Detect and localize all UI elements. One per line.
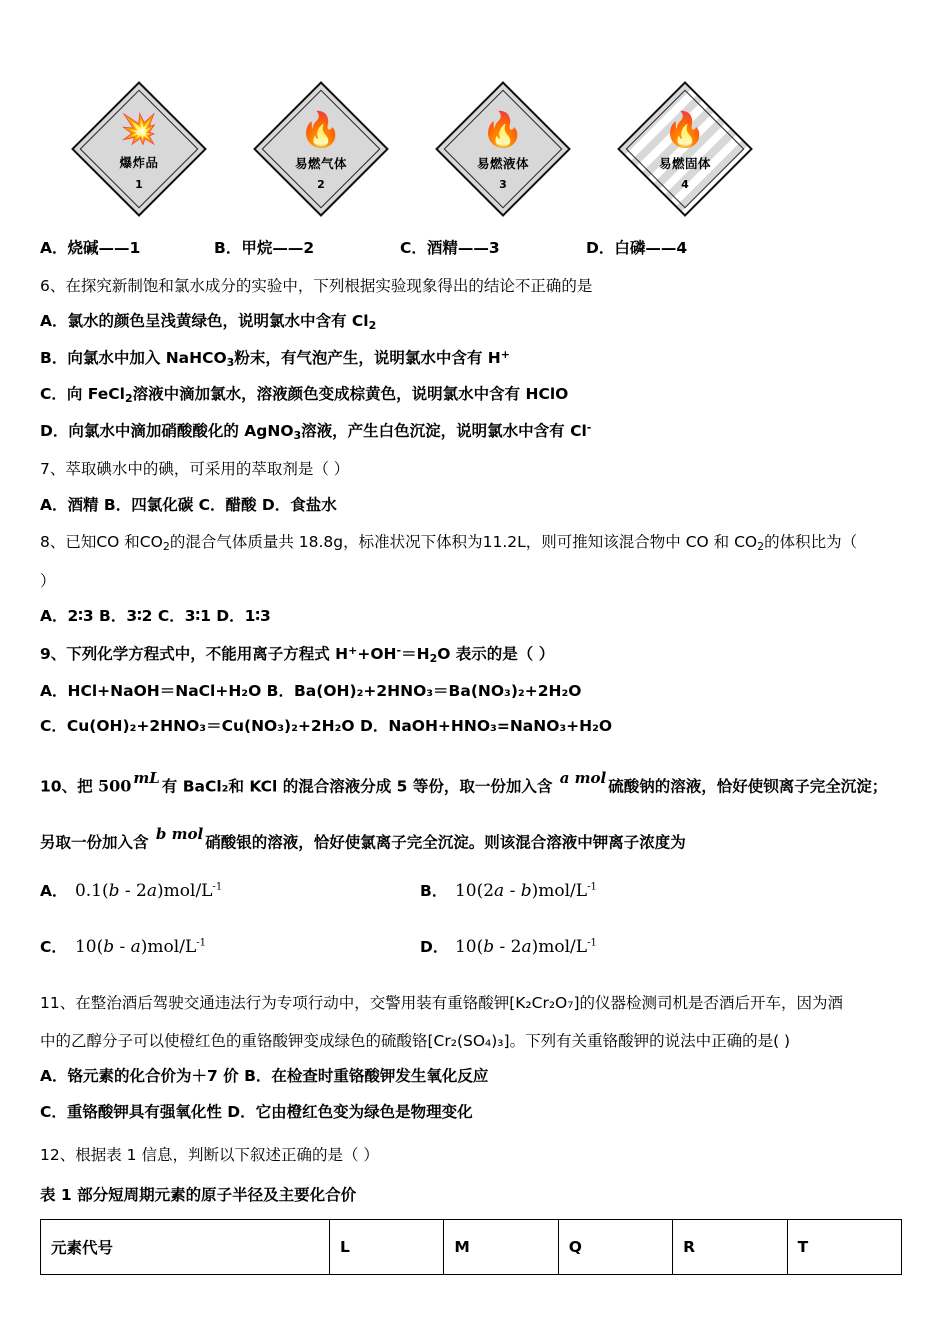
hazard-symbol-1: [78, 88, 198, 208]
q10-text-1: 10、把: [40, 777, 98, 796]
hazard-label: 爆炸品: [119, 154, 159, 170]
option-d: D．白磷——4: [586, 239, 688, 257]
question-12-stem: 12、根据表 1 信息，判断以下叙述正确的是（ ）: [40, 1145, 379, 1164]
question-9-options-line2: C．Cu(OH)₂+2HNO₃＝Cu(NO₃)₂+2H₂O D．NaOH+HNO₃=NaNO₃+H₂O: [40, 717, 613, 736]
subscript: 3: [293, 428, 302, 442]
subscript: 2: [124, 392, 133, 406]
formula-sup: -1: [212, 881, 223, 893]
explosion-icon: 💥: [120, 112, 158, 147]
question-6-stem: 6、在探究新制饱和氯水成分的实验中，下列根据实验现象得出的结论不正确的是: [40, 276, 593, 295]
flame-icon: 🔥: [299, 110, 343, 150]
hazard-number: 1: [135, 178, 143, 191]
table-row: [41, 1220, 902, 1275]
hazard-label: 易燃气体: [294, 155, 347, 171]
table-header-cell: 元素代号: [41, 1220, 330, 1275]
q10-text-3: 硫酸钠的溶液，恰好使钡离子完全沉淀；: [608, 777, 888, 796]
subscript: 2: [429, 652, 438, 666]
flame-icon: 🔥: [663, 110, 707, 150]
subscript: 2: [757, 540, 765, 554]
question-5-options: [40, 234, 902, 263]
q9-text-3: ＝H: [401, 645, 430, 664]
question-7-options: A．酒精 B．四氯化碳 C．醋酸 D．食盐水: [40, 495, 337, 514]
question-9-options-line1: A．HCl+NaOH＝NaCl+H₂O B．Ba(OH)₂+2HNO₃＝Ba(NO₃)₂+2H₂O: [40, 681, 582, 700]
question-6-option-a: [40, 307, 902, 336]
question-10-stem-line2: [40, 816, 902, 861]
question-11-options-line2: C．重铬酸钾具有强氧化性 D．它由橙红色变为绿色是物理变化: [40, 1103, 473, 1121]
formula-var1: b: [483, 936, 495, 957]
q8-text-1: 8、已知CO 和CO: [40, 533, 163, 552]
question-11-line1: 11、在整治酒后驾驶交通违法行为专项行动中，交警用装有重铬酸钾[K₂Cr₂O₇]的仪器检测司机是否酒后开车，因为酒: [40, 993, 844, 1012]
option-d-text: D．向氯水中滴加硝酸酸化的 AgNO: [40, 421, 294, 440]
q10-text-4: 另取一份加入含: [40, 832, 154, 851]
superscript: +: [500, 347, 510, 361]
q10-text-5: 硝酸银的溶液，恰好使氯离子完全沉淀。则该混合溶液中钾离子浓度为: [205, 832, 686, 851]
table-header-cell: T: [787, 1220, 901, 1275]
answer-label: C．: [40, 937, 67, 956]
question-6-option-d: [40, 417, 902, 446]
q10-unit: mL: [133, 768, 160, 787]
formula-pre: 0.1(: [74, 880, 109, 901]
option-b-text-2: 粉末，有气泡产生，说明氯水中含有 H: [234, 348, 501, 367]
formula-pre: 10(2: [454, 880, 495, 901]
answer-a: [40, 879, 420, 901]
answer-label: B．: [420, 881, 448, 900]
question-10-stem-line1: [40, 757, 902, 810]
question-10-answers: [40, 879, 902, 957]
formula-var2: a: [521, 936, 532, 957]
table-header-cell: L: [330, 1220, 444, 1275]
q10-var-b: b mol: [155, 824, 204, 843]
option-c: C．酒精——3: [400, 239, 500, 257]
subscript: 2: [368, 319, 377, 333]
subscript: 2: [162, 540, 170, 554]
formula-op: - 2: [119, 880, 147, 901]
answer-label: A．: [40, 881, 68, 900]
flame-icon: 🔥: [481, 110, 525, 150]
q9-text-1: 9、下列化学方程式中，不能用离子方程式 H: [40, 645, 349, 664]
formula-sup: -1: [196, 937, 206, 949]
hazard-symbol-2: [260, 88, 380, 208]
question-6-option-b: [40, 344, 902, 373]
answer-label: D．: [420, 937, 449, 956]
formula-post: )mol/L: [531, 936, 588, 957]
question-11-options-line1: A．铬元素的化合价为＋7 价 B．在检查时重铬酸钾发生氧化反应: [40, 1067, 489, 1086]
table-caption: 表 1 部分短周期元素的原子半径及主要化合价: [40, 1186, 357, 1205]
question-8-options: A．2∶3 B．3∶2 C．3∶1 D．1∶3: [40, 607, 271, 626]
formula-post: )mol/L: [531, 880, 588, 901]
formula-var2: a: [130, 936, 141, 957]
question-7-stem: 7、萃取碘水中的碘，可采用的萃取剂是（ ）: [40, 460, 350, 479]
subscript: 3: [226, 355, 235, 369]
formula-pre: 10(: [74, 936, 104, 957]
formula-op: - 2: [494, 936, 522, 957]
question-8-stem: [40, 528, 902, 557]
formula-var2: b: [520, 880, 532, 901]
q8-text-2: 的混合气体质量共 18.8g，标准状况下体积为11.2L，则可推知该混合物中 CO 和 CO: [169, 533, 758, 552]
question-6-option-c: [40, 380, 902, 409]
q10-number: 500: [97, 776, 132, 796]
superscript: -: [586, 420, 592, 434]
option-c-text: C．向 FeCl: [40, 385, 125, 404]
hazard-label: 易燃固体: [658, 155, 711, 171]
hazard-number: 4: [681, 178, 689, 191]
q10-text-2: 有 BaCl₂和 KCl 的混合溶液分成 5 等份，取一份加入含: [161, 777, 558, 796]
option-d-text-2: 溶液，产生白色沉淀，说明氯水中含有 Cl: [301, 421, 587, 440]
table-header-cell: M: [444, 1220, 558, 1275]
hazard-symbol-3: [442, 88, 562, 208]
table-header-cell: Q: [558, 1220, 672, 1275]
superscript: +: [348, 644, 358, 658]
answer-c: [40, 935, 420, 957]
element-info-table: [40, 1219, 902, 1275]
table-header-cell: R: [673, 1220, 787, 1275]
formula-post: )mol/L: [140, 936, 197, 957]
hazard-label: 易燃液体: [476, 155, 529, 171]
option-c-text-2: 溶液中滴加氯水，溶液颜色变成棕黄色，说明氯水中含有 HClO: [132, 385, 569, 404]
answer-b: [420, 879, 902, 901]
option-a: A．烧碱——1: [40, 239, 141, 257]
answer-formula: [455, 881, 597, 901]
answer-formula: [75, 881, 222, 901]
q9-text-2: +OH: [357, 645, 397, 664]
question-8-stem-cont: ）: [40, 571, 56, 590]
answer-d: [420, 935, 902, 957]
formula-var2: a: [146, 880, 158, 901]
answer-formula: [75, 937, 206, 957]
q9-text-4: O 表示的是（ ）: [437, 645, 555, 664]
formula-op: -: [114, 936, 131, 957]
hazard-symbol-row: [40, 88, 902, 208]
formula-op: -: [504, 880, 521, 901]
formula-var1: b: [108, 880, 120, 901]
q10-var-a: a mol: [559, 768, 607, 787]
formula-post: )mol/L: [157, 880, 213, 901]
hazard-number: 2: [317, 178, 325, 191]
question-9-stem: [40, 640, 902, 669]
q8-text-3: 的体积比为（: [764, 533, 858, 552]
question-11-line2: 中的乙醇分子可以使橙红色的重铬酸钾变成绿色的硫酸铬[Cr₂(SO₄)₃]。下列有关重铬酸钾的说法中正确的是( ): [40, 1031, 791, 1050]
hazard-symbol-4: [624, 88, 744, 208]
formula-var1: a: [494, 880, 505, 901]
formula-sup: -1: [587, 881, 597, 893]
hazard-number: 3: [499, 178, 507, 191]
superscript: -: [396, 644, 402, 658]
option-a-text: A．氯水的颜色呈浅黄绿色，说明氯水中含有 Cl: [40, 312, 369, 331]
formula-pre: 10(: [454, 936, 484, 957]
option-b-text: B．向氯水中加入 NaHCO: [40, 348, 227, 367]
option-b: B．甲烷——2: [214, 239, 315, 257]
answer-formula: [455, 937, 597, 957]
formula-var1: b: [103, 936, 115, 957]
formula-sup: -1: [587, 937, 597, 949]
